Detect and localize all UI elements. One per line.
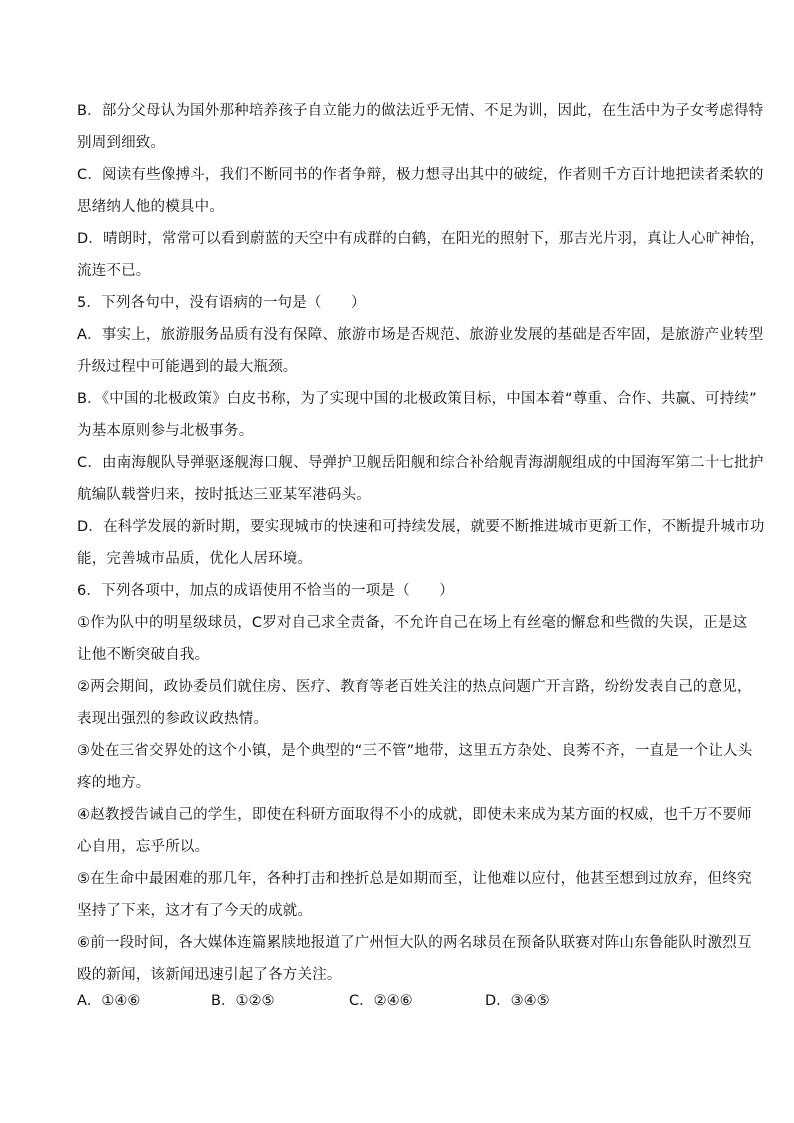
text-line: B．部分父母认为国外那种培养孩子自立能力的做法近乎无情、不足为训，因此，在生活中为子女考虑得特 [77, 103, 764, 119]
option-b: B．①②⑤ [211, 993, 275, 1009]
text-line: 让他不断突破自我。 [77, 647, 210, 663]
option-d: D．③④⑤ [485, 993, 550, 1009]
text-line: 能，完善城市品质，优化人居环境。 [77, 551, 313, 567]
text-line: 殴的新闻，该新闻迅速引起了各方关注。 [77, 967, 342, 983]
text-line: D．在科学发展的新时期，要实现城市的快速和可持续发展，就要不断推进城市更新工作，不断提升城市功 [77, 519, 765, 535]
text-line: 别周到细致。 [77, 135, 166, 151]
text-line: ②两会期间，政协委员们就住房、医疗、教育等老百姓关注的热点问题广开言路，纷纷发表自己的意见， [77, 679, 752, 695]
text-line: 为基本原则参与北极事务。 [77, 423, 254, 439]
text-line: ①作为队中的明星级球员，C罗对自己求全责备，不允许自己在场上有丝毫的懈怠和些微的失误，正是这 [77, 615, 748, 631]
text-line: ⑥前一段时间，各大媒体连篇累牍地报道了广州恒大队的两名球员在预备队联赛对阵山东鲁能队时激烈互 [77, 935, 752, 951]
option-a: A．①④⑥ [77, 993, 141, 1009]
text-line: A．事实上，旅游服务品质有没有保障、旅游市场是否规范、旅游业发展的基础是否牢固，是旅游产业转型 [77, 327, 764, 343]
question-6-stem: 6．下列各项中，加点的成语使用不恰当的一项是（ ） [77, 583, 454, 599]
text-line: D．晴朗时，常常可以看到蔚蓝的天空中有成群的白鹤，在阳光的照射下，那吉光片羽，真让人心旷神怡， [77, 231, 765, 247]
option-c: C．②④⑥ [349, 993, 413, 1009]
text-line: 航编队载誉归来，按时抵达三亚某军港码头。 [77, 487, 371, 503]
text-line: 心自用，忘乎所以。 [77, 839, 210, 855]
text-line: ⑤在生命中最困难的那几年，各种打击和挫折总是如期而至，让他难以应付，他甚至想到过放弃，但终究 [77, 871, 752, 887]
text-line: 坚持了下来，这才有了今天的成就。 [77, 903, 313, 919]
question-5-stem: 5．下列各句中，没有语病的一句是（ ） [77, 295, 366, 311]
text-line: C．由南海舰队导弹驱逐舰海口舰、导弹护卫舰岳阳舰和综合补给舰青海湖舰组成的中国海军第二十七批护 [77, 455, 764, 471]
text-line: 疼的地方。 [77, 775, 151, 791]
text-line: ③处在三省交界处的这个小镇，是个典型的“三不管”地带，这里五方杂处、良莠不齐，一直是一个让人头 [77, 743, 753, 759]
text-line: 升级过程中可能遇到的最大瓶颈。 [77, 359, 298, 375]
text-line: 流连不已。 [77, 263, 151, 279]
text-line: ④赵教授告诫自己的学生，即使在科研方面取得不小的成就，即使未来成为某方面的权威，也千万不要师 [77, 807, 752, 823]
text-line: 思绪纳人他的模具中。 [77, 199, 224, 215]
text-line: C．阅读有些像搏斗，我们不断同书的作者争辩，极力想寻出其中的破绽，作者则千方百计地把读者柔软的 [77, 167, 764, 183]
text-line: 表现出强烈的参政议政热情。 [77, 711, 269, 727]
text-line: B．《中国的北极政策》白皮书称，为了实现中国的北极政策目标，中国本着“尊重、合作、共赢、可持续” [77, 391, 757, 407]
